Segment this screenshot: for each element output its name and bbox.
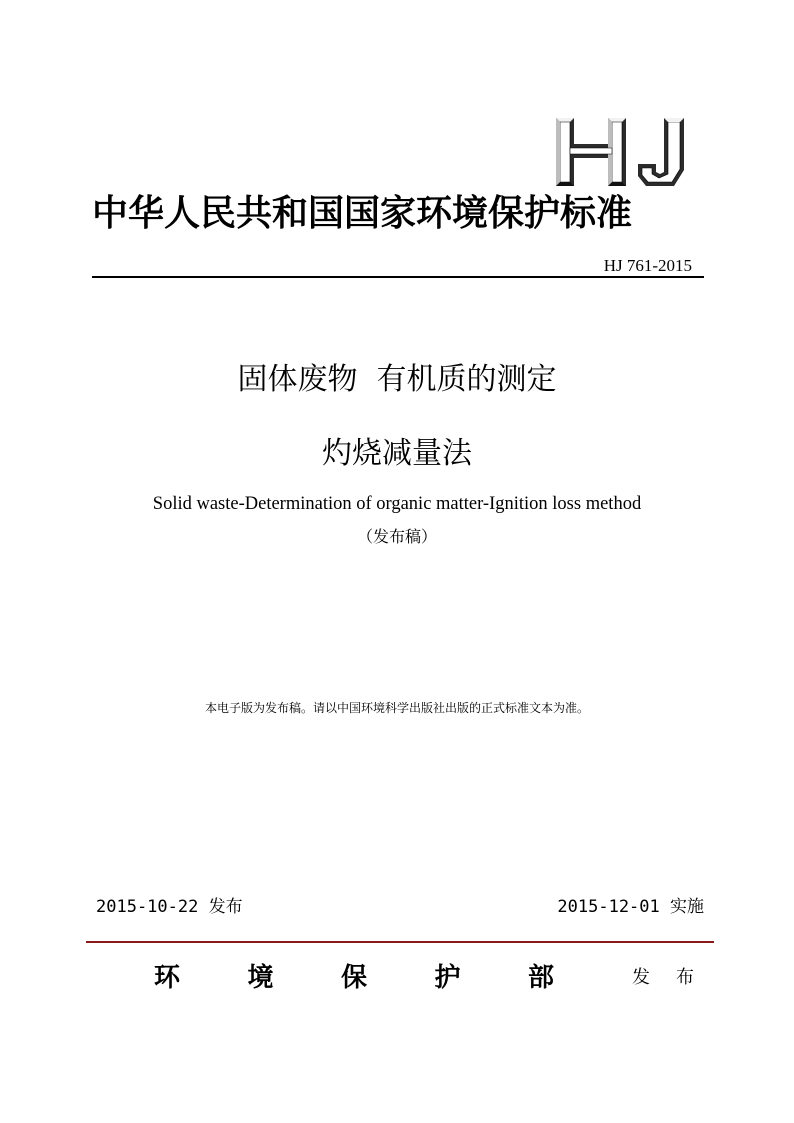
issue-action	[632, 964, 694, 992]
standard-code: HJ 761-2015	[603, 256, 692, 275]
implementation-date: 2015-12-01 实施	[557, 897, 704, 917]
issuer-char: 境	[247, 963, 274, 993]
title-english: Solid waste-Determination of organic matter-Ignition loss method	[152, 494, 642, 514]
title-chinese-line1: 固体废物 有机质的测定	[237, 362, 557, 397]
issue-date: 2015-10-22 发布	[96, 897, 243, 917]
footer-divider	[86, 941, 714, 943]
issuing-authority	[154, 958, 554, 998]
hj-logo	[548, 112, 698, 192]
electronic-version-notice: 本电子版为发布稿。请以中国环境科学出版社出版的正式标准文本为准。	[204, 701, 589, 715]
issuer-char: 护	[434, 963, 461, 993]
title-chinese-line2: 灼烧减量法	[322, 436, 472, 471]
header-divider	[92, 276, 704, 278]
issuer-char: 部	[527, 963, 554, 993]
issuer-char: 保	[340, 963, 367, 993]
standard-name: 中华人民共和国国家环境保护标准	[92, 193, 633, 234]
draft-label: （发布稿）	[356, 527, 437, 546]
issuer-char: 环	[154, 963, 181, 993]
issue-action-char: 发	[632, 967, 650, 988]
issue-action-char: 布	[676, 967, 694, 988]
